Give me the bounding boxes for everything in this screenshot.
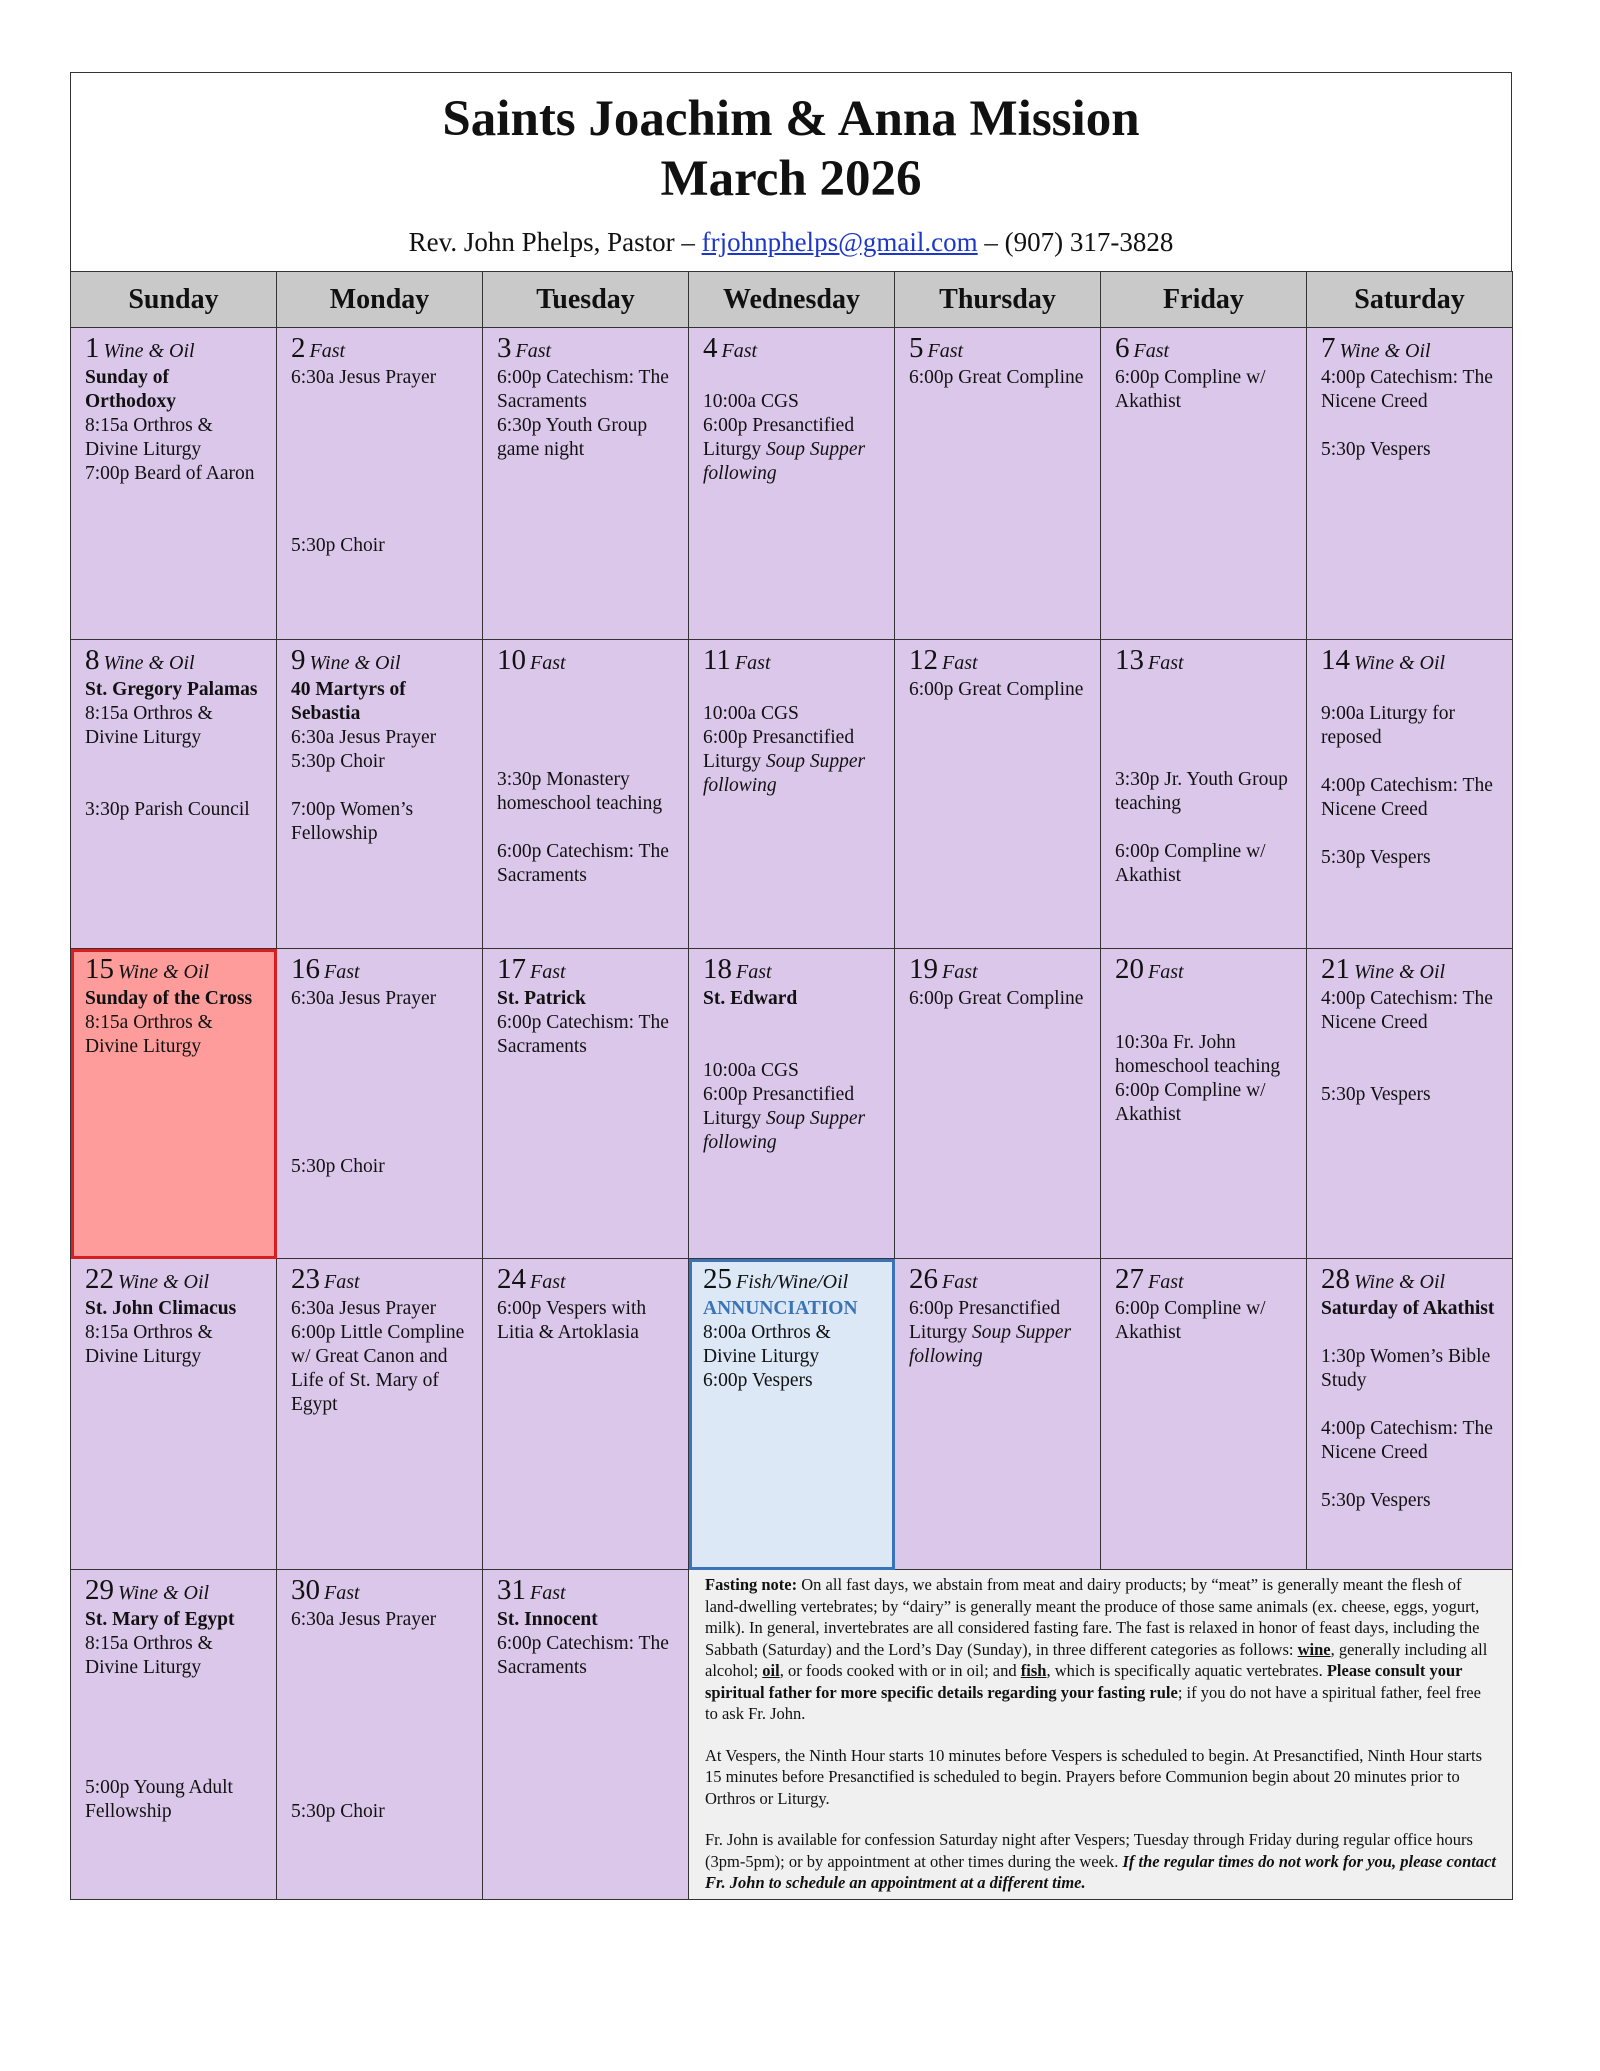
weekday-header-row — [71, 272, 1513, 328]
day-number: 12 — [909, 644, 938, 676]
fast-rule: Fast — [530, 1582, 566, 1604]
feast-name: Sunday of Orthodoxy — [85, 367, 177, 412]
fast-rule: Fast — [324, 1582, 360, 1604]
day-cell-20[interactable] — [1101, 949, 1307, 1259]
email-link[interactable]: frjohnphelps@gmail.com — [701, 227, 978, 257]
day-cell-28[interactable] — [1307, 1259, 1513, 1570]
day-cell-22[interactable] — [71, 1259, 277, 1570]
fast-rule: Wine & Oil — [118, 1271, 210, 1293]
fast-rule: Fast — [942, 961, 978, 983]
day-number: 19 — [909, 953, 938, 985]
event: 7:00p Beard of Aaron — [85, 463, 255, 484]
day-number: 21 — [1321, 953, 1350, 985]
day-cell-13[interactable] — [1101, 640, 1307, 949]
day-number: 15 — [85, 953, 114, 985]
fast-rule: Fast — [1148, 961, 1184, 983]
day-number: 30 — [291, 1574, 320, 1606]
day-number: 3 — [497, 332, 512, 364]
day-number: 17 — [497, 953, 526, 985]
event: 5:30p Vespers — [1321, 1490, 1431, 1511]
event: 6:00p Compline w/ Akathist — [1115, 841, 1266, 886]
day-number: 4 — [703, 332, 718, 364]
event: 6:30p Youth Group game night — [497, 415, 648, 460]
day-cell-10[interactable] — [483, 640, 689, 949]
fasting-note: Fasting note: On all fast days, we abstain from meat and dairy products; by “meat” is generally meant the flesh of land-dwelling vertebrates; by “dairy” is generally meant the produce of those same animals (ex. cheese, eggs, yogurt, milk). In general, invertebrates are all considered fasting fare. The fast is relaxed in honor of feast days, including the Sabbath (Saturday) and the Lord’s Day (Sunday), in three different categories as follows: wine, generally including all alcohol; oil, or foods cooked with or in oil; and fish, which is specifically aquatic vertebrates. Please consult your spiritual father for more specific details regarding your fasting rule; if you do not have a spiritual father, feel free to ask Fr. John. — [705, 1575, 1488, 1723]
feast-name: Saturday of Akathist — [1321, 1298, 1495, 1319]
event: 6:00p Presanctified Liturgy Soup Supper following — [909, 1298, 1072, 1367]
event: 6:00p Great Compline — [909, 367, 1084, 388]
weekday-sunday: Sunday — [71, 272, 277, 328]
week-row-4 — [71, 1259, 1513, 1570]
weekday-friday: Friday — [1101, 272, 1307, 328]
feast-name: St. John Climacus — [85, 1298, 237, 1319]
calendar-grid — [70, 271, 1513, 1900]
fast-rule: Fast — [530, 1271, 566, 1293]
event: 8:15a Orthros & Divine Liturgy — [85, 1322, 213, 1367]
feast-name: Sunday of the Cross — [85, 988, 253, 1009]
day-cell-16[interactable] — [277, 949, 483, 1259]
week-row-3 — [71, 949, 1513, 1259]
day-number: 31 — [497, 1574, 526, 1606]
day-number: 25 — [703, 1263, 732, 1295]
day-cell-18[interactable] — [689, 949, 895, 1259]
event: 5:30p Choir — [291, 1801, 385, 1822]
event: 5:30p Vespers — [1321, 1084, 1431, 1105]
day-number: 18 — [703, 953, 732, 985]
confession-note: Fr. John is available for confession Saturday night after Vespers; Tuesday through Friday during regular office hours (3pm-5pm); or by appointment at other times during the week. If the regular times do not work for you, please contact Fr. John to schedule an appointment at a different time. — [705, 1830, 1496, 1892]
event: 4:00p Catechism: The Nicene Creed — [1321, 367, 1493, 412]
day-cell-23[interactable] — [277, 1259, 483, 1570]
event: 3:30p Parish Council — [85, 799, 250, 820]
day-cell-26[interactable] — [895, 1259, 1101, 1570]
fast-rule: Wine & Oil — [1354, 652, 1446, 674]
day-cell-8[interactable] — [71, 640, 277, 949]
event: 9:00a Liturgy for reposed — [1321, 703, 1455, 748]
day-cell-11[interactable] — [689, 640, 895, 949]
event: 6:00p Catechism: The Sacraments — [497, 841, 669, 886]
event: 10:00a CGS — [703, 703, 799, 724]
day-number: 11 — [703, 644, 731, 676]
event: 6:00p Catechism: The Sacraments — [497, 1012, 669, 1057]
month-title: March 2026 — [660, 151, 922, 207]
fast-rule: Fast — [324, 961, 360, 983]
fast-rule: Wine & Oil — [103, 340, 195, 362]
event: 6:00p Presanctified Liturgy Soup Supper following — [703, 415, 866, 484]
event: 5:30p Choir — [291, 535, 385, 556]
day-number: 9 — [291, 644, 306, 676]
day-number: 23 — [291, 1263, 320, 1295]
event: 6:00p Catechism: The Sacraments — [497, 367, 669, 412]
day-number: 1 — [85, 332, 100, 364]
event: 6:30a Jesus Prayer — [291, 367, 437, 388]
notes-box — [689, 1570, 1513, 1900]
event: 6:00p Little Compline w/ Great Canon and Life of St. Mary of Egypt — [291, 1322, 465, 1415]
fast-rule: Fast — [734, 652, 771, 674]
fast-rule: Wine & Oil — [103, 652, 195, 674]
calendar-header — [70, 72, 1512, 271]
event: 10:00a CGS — [703, 1060, 799, 1081]
weekday-monday: Monday — [277, 272, 483, 328]
event: 6:30a Jesus Prayer — [291, 1298, 437, 1319]
day-cell-24[interactable] — [483, 1259, 689, 1570]
event: 8:15a Orthros & Divine Liturgy — [85, 1012, 213, 1057]
event: 8:15a Orthros & Divine Liturgy — [85, 1633, 213, 1678]
fast-rule: Fast — [942, 1271, 978, 1293]
event: 6:00p Great Compline — [909, 988, 1084, 1009]
pastor-name: Rev. John Phelps, Pastor – — [408, 227, 695, 257]
day-number: 24 — [497, 1263, 526, 1295]
fast-rule: Wine & Oil — [1354, 1271, 1446, 1293]
day-number: 14 — [1321, 644, 1350, 676]
day-cell-9[interactable] — [277, 640, 483, 949]
week-row-2 — [71, 640, 1513, 949]
feast-name: St. Mary of Egypt — [85, 1609, 235, 1630]
day-cell-19[interactable] — [895, 949, 1101, 1259]
day-cell-4[interactable] — [689, 328, 895, 640]
event: 6:00p Vespers with Litia & Artoklasia — [497, 1298, 647, 1343]
feast-name: St. Innocent — [497, 1609, 598, 1630]
event: 7:00p Women’s Fellowship — [291, 799, 414, 844]
event: 6:00p Catechism: The Sacraments — [497, 1633, 669, 1678]
event: 6:30a Jesus Prayer — [291, 988, 437, 1009]
event: 10:00a CGS — [703, 391, 799, 412]
vespers-note: At Vespers, the Ninth Hour starts 10 minutes before Vespers is scheduled to begin. At Presanctified, Ninth Hour starts 15 minutes before Presanctified is scheduled to begin. Prayers before Communion begin about 20 minutes prior to Orthros or Liturgy. — [705, 1745, 1483, 1808]
feast-name: St. Edward — [703, 988, 798, 1009]
phone-number: – (907) 317-3828 — [984, 227, 1174, 257]
day-number: 7 — [1321, 332, 1336, 364]
contact-line — [71, 227, 1511, 257]
weekday-saturday: Saturday — [1307, 272, 1513, 328]
day-cell-29[interactable] — [71, 1570, 277, 1900]
day-cell-2[interactable] — [277, 328, 483, 640]
event: 5:30p Choir — [291, 1156, 385, 1177]
day-number: 26 — [909, 1263, 938, 1295]
day-cell-1[interactable] — [71, 328, 277, 640]
day-cell-17[interactable] — [483, 949, 689, 1259]
week-row-1 — [71, 328, 1513, 640]
fast-rule: Fast — [1148, 652, 1184, 674]
fast-rule: Fast — [515, 340, 552, 362]
event: 8:15a Orthros & Divine Liturgy — [85, 703, 213, 748]
week-row-5 — [71, 1570, 1513, 1900]
event: 6:00p Presanctified Liturgy Soup Supper following — [703, 1084, 866, 1153]
day-number: 6 — [1115, 332, 1130, 364]
day-cell-7[interactable] — [1307, 328, 1513, 640]
fast-rule: Fish/Wine/Oil — [736, 1271, 849, 1293]
day-number: 2 — [291, 332, 306, 364]
fast-rule: Fast — [324, 1271, 360, 1293]
event: 1:30p Women’s Bible Study — [1321, 1346, 1491, 1391]
weekday-thursday: Thursday — [895, 272, 1101, 328]
day-cell-25[interactable] — [689, 1259, 895, 1570]
fast-rule: Fast — [942, 652, 978, 674]
event: 3:30p Jr. Youth Group teaching — [1115, 769, 1288, 814]
fast-rule: Wine & Oil — [1339, 340, 1431, 362]
day-cell-15[interactable] — [71, 949, 277, 1259]
fast-rule: Fast — [721, 340, 758, 362]
day-cell-14[interactable] — [1307, 640, 1513, 949]
feast-name: St. Gregory Palamas — [85, 679, 258, 700]
day-number: 27 — [1115, 1263, 1144, 1295]
event: 10:30a Fr. John homeschool teaching — [1115, 1032, 1281, 1077]
event: 8:00a Orthros & Divine Liturgy — [703, 1322, 831, 1367]
event: 6:00p Great Compline — [909, 679, 1084, 700]
event: 6:30a Jesus Prayer — [291, 727, 437, 748]
fast-rule: Wine & Oil — [309, 652, 401, 674]
event: 6:00p Compline w/ Akathist — [1115, 1080, 1266, 1125]
day-number: 5 — [909, 332, 924, 364]
day-number: 28 — [1321, 1263, 1350, 1295]
event: 6:00p Presanctified Liturgy Soup Supper following — [703, 727, 866, 796]
weekday-tuesday: Tuesday — [483, 272, 689, 328]
weekday-wednesday: Wednesday — [689, 272, 895, 328]
event: 3:30p Monastery homeschool teaching — [497, 769, 663, 814]
day-cell-12[interactable] — [895, 640, 1101, 949]
day-number: 29 — [85, 1574, 114, 1606]
calendar-page — [70, 72, 1512, 1900]
day-number: 8 — [85, 644, 100, 676]
event: 6:00p Compline w/ Akathist — [1115, 367, 1266, 412]
event: 8:15a Orthros & Divine Liturgy — [85, 415, 213, 460]
event: 6:00p Vespers — [703, 1370, 813, 1391]
day-cell-6[interactable] — [1101, 328, 1307, 640]
fast-rule: Fast — [530, 652, 566, 674]
fast-rule: Wine & Oil — [1354, 961, 1446, 983]
day-cell-30[interactable] — [277, 1570, 483, 1900]
mission-name: Saints Joachim & Anna Mission — [442, 91, 1140, 147]
event: 4:00p Catechism: The Nicene Creed — [1321, 1418, 1493, 1463]
fast-rule: Fast — [309, 340, 346, 362]
event: 6:30a Jesus Prayer — [291, 1609, 437, 1630]
day-cell-31[interactable] — [483, 1570, 689, 1900]
day-cell-27[interactable] — [1101, 1259, 1307, 1570]
event: 4:00p Catechism: The Nicene Creed — [1321, 775, 1493, 820]
event: 5:30p Vespers — [1321, 439, 1431, 460]
event: 5:30p Choir — [291, 751, 385, 772]
event: 5:00p Young Adult Fellowship — [85, 1777, 233, 1822]
event: 6:00p Compline w/ Akathist — [1115, 1298, 1266, 1343]
fast-rule: Wine & Oil — [118, 1582, 210, 1604]
day-cell-5[interactable] — [895, 328, 1101, 640]
fast-rule: Fast — [530, 961, 566, 983]
fast-rule: Fast — [736, 961, 772, 983]
event: 5:30p Vespers — [1321, 847, 1431, 868]
fast-rule: Fast — [1133, 340, 1170, 362]
day-cell-3[interactable] — [483, 328, 689, 640]
event: 4:00p Catechism: The Nicene Creed — [1321, 988, 1493, 1033]
fast-rule: Fast — [927, 340, 964, 362]
day-cell-21[interactable] — [1307, 949, 1513, 1259]
day-number: 16 — [291, 953, 320, 985]
feast-name: St. Patrick — [497, 988, 586, 1009]
feast-name: 40 Martyrs of Sebastia — [291, 679, 406, 724]
day-number: 10 — [497, 644, 526, 676]
fast-rule: Wine & Oil — [118, 961, 210, 983]
page-title — [71, 73, 1511, 209]
day-number: 13 — [1115, 644, 1144, 676]
fast-rule: Fast — [1148, 1271, 1184, 1293]
day-number: 22 — [85, 1263, 114, 1295]
day-number: 20 — [1115, 953, 1144, 985]
feast-name: ANNUNCIATION — [703, 1298, 858, 1319]
